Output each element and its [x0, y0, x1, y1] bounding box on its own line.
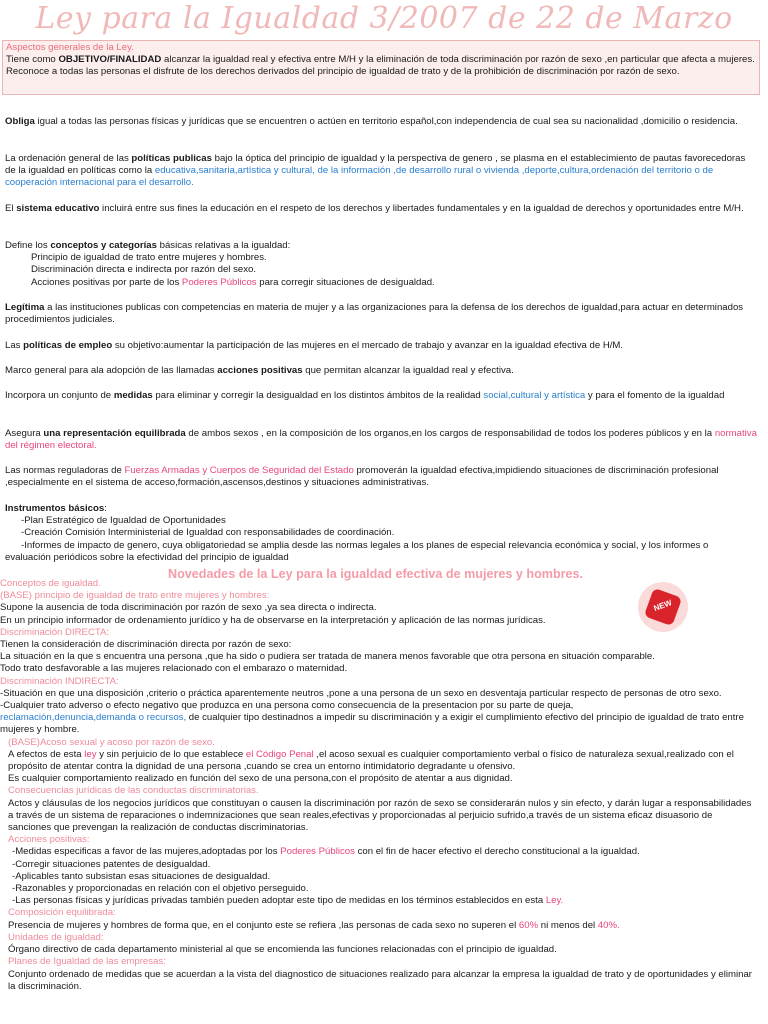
section-label: Consecuencias jurídicas de las conductas discriminatorias.	[8, 785, 259, 797]
empleo-paragraph: Las políticas de empleo su objetivo:aumentar la participación de las mujeres en el mercado de trabajo y avanzar en la igualdad efectiva de H/M.	[5, 340, 624, 351]
section-label: (BASE)Acoso sexual y acoso por razón de sexo.	[8, 736, 215, 748]
section-label: Discriminación DIRECTA:	[0, 626, 110, 638]
politicas-paragraph: La ordenación general de las políticas publicas bajo la óptica del principio de igualdad y la perspectiva de genero , se plasma en el establecimiento de pautas favorecedoras de la igualdad en políticas como la educativa,sanitaria,artística y cultural, de la información ,de desarrollo rural o vivienda ,deporte,cultura,ordenación del territorio o de cooperación internacional para el desarrollo.	[5, 153, 746, 189]
section-label: Conceptos de igualdad.	[0, 578, 101, 589]
define-item: Acciones positivas por parte de los Poderes Públicos para corregir situaciones de desigualdad.	[31, 276, 435, 288]
define-paragraph: Define los conceptos y categorías básicas relativas a la igualdad: Principio de igualdad de trato entre mujeres y hombres. Discriminación directa e indirecta por razón del sexo. Acciones positivas por parte de los Poderes Públicos para corregir situaciones de desigualdad.	[5, 240, 757, 289]
section-label: Planes de Igualdad de las empresas:	[8, 956, 166, 968]
page-title: Ley para la Igualdad 3/2007 de 22 de Marzo	[35, 1, 733, 36]
section-label: Unidades de igualdad:	[8, 931, 104, 943]
legitima-paragraph: Legítima a las instituciones publicas con competencias en materia de mujer y a las organizaciones para la defensa de los derechos de igualdad,para actuar en determinados procedimientos judiciales.	[5, 302, 744, 326]
instrumentos-item: -Plan Estratégico de Igualdad de Oportunidades	[21, 515, 226, 527]
section-label: Discriminación INDIRECTA:	[0, 675, 119, 687]
asegura-paragraph: Asegura una representación equilibrada de ambos sexos , en la composición de los organos,en los cargos de responsabilidad de todos los poderes públicos y en la normativa del régimen electoral.	[5, 428, 757, 452]
aspectos-generales-box	[2, 40, 760, 95]
medidas-paragraph: Incorpora un conjunto de medidas para eliminar y corregir la desigualdad en los distintos ámbitos de la realidad social,cultural y artística y para el fomento de la igualdad	[5, 390, 725, 401]
instrumentos-item: -Creación Comisión Interministerial de Igualdad con responsabilidades de coordinación.	[21, 527, 395, 539]
section-label: Acciones positivas:	[8, 834, 90, 846]
define-item: Principio de igualdad de trato entre mujeres y hombres.	[31, 252, 267, 264]
define-item: Discriminación directa e indirecta por razón del sexo.	[31, 264, 257, 276]
aspectos-heading: Aspectos generales de la Ley.	[6, 42, 134, 53]
educativo-paragraph: El sistema educativo incluirá entre sus fines la educación en el respeto de los derechos y libertades fundamentales y en la igualdad de derechos y oportunidades entre M/H.	[5, 203, 744, 214]
instrumentos-item: -Informes de impacto de genero, cuya obligatoriedad se amplia desde las normas legales a los planes de especial relevancia económica y social, y los informes o	[21, 539, 709, 551]
novedades-heading: Novedades de la Ley para la igualdad efectiva de mujeres y hombres.	[168, 567, 584, 581]
instrumentos-paragraph: Instrumentos básicos: -Plan Estratégico de Igualdad de Oportunidades -Creación Comisión Interministerial de Igualdad con responsabilidades de coordinación. -Informes de impacto de genero, cuya obligatoriedad se amplia desde las normas legales a los planes de especial relevancia económica y social, y los informes o evaluación periódicos sobre la efectividad del principio de igualdad	[5, 503, 757, 564]
novedades-section: Conceptos de igualdad. (BASE) principio de igualdad de trato entre mujeres y hombres: Supone la ausencia de toda discriminación por razón de sexo ,ya sea directa o indirecta. En un principio informador de ordenamiento jurídico y ha de observarse en la interpretación y aplicación de las normas jurídicas. Discriminación DIRECTA: Tienen la consideración de discriminación directa por razón de sexo: La situación en la que s encuentra una persona ,que ha sido o pudiera ser tratada de manera menos favorable que otra persona en situación comparable. Todo trato desfavorable a las mujeres relacionado con el embarazo o maternidad. Discriminación INDIRECTA: -Situación en que una disposición ,criterio o práctica aparentemente neutros ,pone a una persona de un sexo en desventaja particular respecto de personas de otro sexo. -Cualquier trato adverso o efecto negativo que produzca en una persona como consecuencia de la presentacion por su parte de queja, reclamación,denuncia,demanda o recursos, de cualquier tipo destinadnos a impedir su discriminación y a exigir el cumplimiento efectivo del principio de igualdad de trato entre mujeres y hombre. (BASE)Acoso sexual y acoso por razón de sexo. A efectos de esta ley y sin perjuicio de lo que establece el Código Penal ,el acoso sexual es cualquier comportamiento verbal o físico de naturaleza sexual,realizado con el propósito de atentar contra la dignidad de una persona ,cuando se crea un entorno intimidatorio degradante u ofensivo. Es cualquier comportamiento realizado en función del sexo de una persona,con el propósito de atentar a aus dignidad. Consecuencias jurídicas de las conductas discriminatorias. Actos y cláusulas de los negocios jurídicos que constituyan o causen la discriminación por razón de sexo se considerarán nulos y sin efecto, y darán lugar a responsabilidades a través de un sistema de reparaciones o indemnizaciones que sean reales,efectivas y proporcionadas al perjuicio sufrido,a través de un sistema eficaz disuasorio de sanciones que prevengan la realización de conductas discriminatorias. Acciones positivas: -Medidas especificas a favor de las mujeres,adoptadas por los Poderes Públicos con el fin de hacer efectivo el derecho constitucional a la igualdad. -Corregir situaciones patentes de desigualdad. -Aplicables tanto subsistan esas situaciones de desigualdad. -Razonables y proporcionadas en relación con el objetivo perseguido. -Las personas físicas y jurídicas privadas también pueden adoptar este tipo de medidas en los términos establecidos en esta Ley. Composición equilibrada: Presencia de mujeres y hombres de forma que, en el conjunto este se refiera ,las personas de cada sexo no superen el 60% ni menos del 40%. Unidades de igualdad: Órgano directivo de cada departamento ministerial al que se encomienda las funciones relacionadas con el principio de igualdad. Planes de Igualdad de las empresas: Conjunto ordenado de medidas que se acuerdan a la vista del diagnostico de situaciones realizado para alcanzar la empresa la igualdad de trato y de oportunidades y eliminar la discriminación.	[0, 578, 758, 993]
marco-paragraph: Marco general para ala adopción de las llamadas acciones positivas que permitan alcanzar la igualdad real y efectiva.	[5, 365, 514, 376]
normas-paragraph: Las normas reguladoras de Fuerzas Armadas y Cuerpos de Seguridad del Estado promoverán la igualdad efectiva,impidiendo situaciones de discriminación profesional ,especialmente en el sistema de acceso,formación,ascensos,destinos y situaciones administrativas.	[5, 465, 719, 489]
section-label: Composición equilibrada:	[8, 907, 116, 919]
instrumentos-item: evaluación periódicos sobre la efectividad del principio de igualdad	[5, 551, 289, 563]
new-badge-icon: NEW	[638, 582, 688, 632]
obliga-paragraph: Obliga igual a todas las personas físicas y jurídicas que se encuentren o actúen en territorio español,con independencia de cual sea su nacionalidad ,domicilio o residencia.	[5, 116, 738, 127]
section-label: (BASE) principio de igualdad de trato entre mujeres y hombres:	[0, 590, 270, 602]
aspectos-text: Tiene como OBJETIVO/FINALIDAD alcanzar la igualdad real y efectiva entre M/H y la eliminación de toda discriminación por razón de sexo ,en particular que afecta a mujeres. Reconoce a todas las personas el disfrute de los derechos derivados del principio de igualdad de trato y de la prohibición de discriminación por razón de sexo.	[6, 54, 755, 78]
